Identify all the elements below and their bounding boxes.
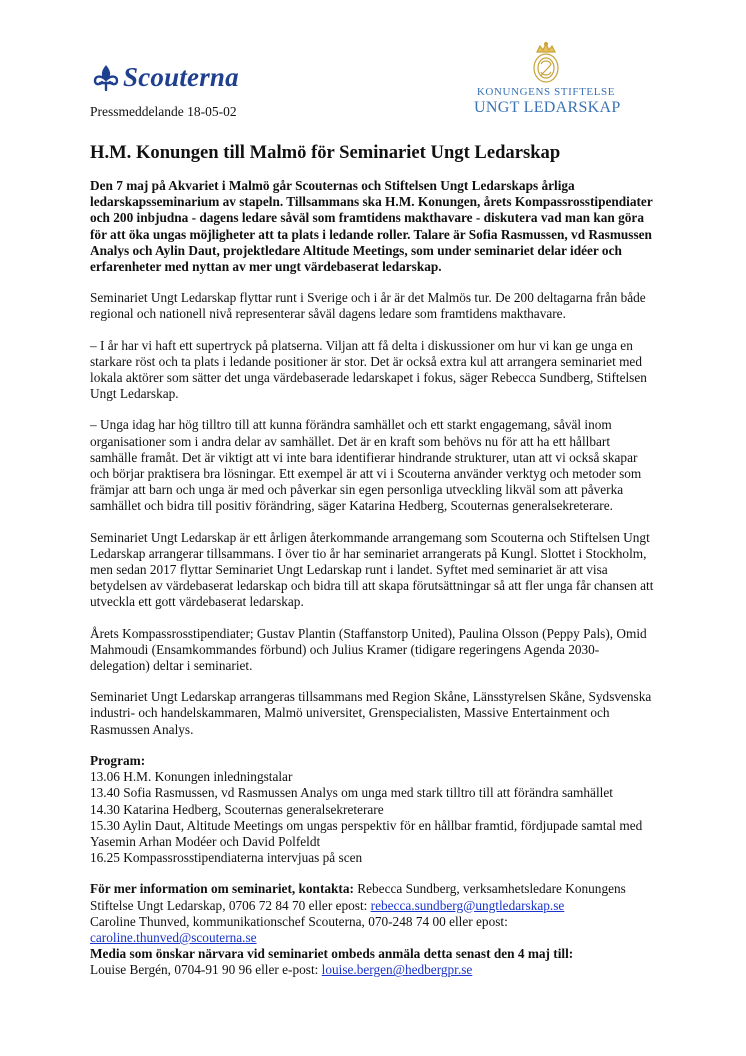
body-paragraph: Seminariet Ungt Ledarskap arrangeras tillsammans med Region Skåne, Länsstyrelsen Skåne, Sydsvenska industri- och handelskammaren, Malmö universitet, Grenspecialisten, Massive Entertainment och Rasmussen Analys.: [90, 689, 652, 737]
contact-label: För mer information om seminariet, kontakta:: [90, 881, 354, 897]
program-item: 14.30 Katarina Hedberg, Scouternas generalsekreterare: [90, 801, 384, 817]
fleur-de-lis-icon: [92, 64, 120, 92]
brand-name: Scouterna: [123, 62, 239, 92]
ungt-ledarskap-logo: [474, 42, 621, 116]
program-item: 13.40 Sofia Rasmussen, vd Rasmussen Analys om unga med stark tilltro till att förändra samhället: [90, 785, 613, 801]
body-paragraph: – I år har vi haft ett supertryck på platserna. Viljan att få delta i diskussioner om hur vi kan ge unga en starkare röst och ta plats i ledande positioner är stor. Det är också extra kul att arrangera seminariet med lokala aktörer som sätter det unga värdebaserade ledarskapet i fokus, säger Rebecca Sundberg, Stiftelsen Ungt Ledarskap.: [90, 337, 647, 402]
media-email-link[interactable]: louise.bergen@hedbergpr.se: [321, 962, 473, 978]
royal-crest-icon: [529, 42, 563, 84]
press-release-date: Pressmeddelande 18-05-02: [90, 104, 237, 119]
contact-info: [90, 881, 656, 978]
program-item: 15.30 Aylin Daut, Altitude Meetings om ungas perspektiv för en hållbar framtid, fördjupade samtal med Yasemin Arhan Modéer och David Polfeldt: [90, 817, 643, 849]
partner-name-line2: UNGT LEDARSKAP: [474, 99, 621, 116]
media-contact-person: Louise Bergén, 0704-91 90 96 eller e-post:: [90, 962, 322, 978]
program-list: [90, 769, 656, 866]
scouterna-logo: [92, 62, 239, 93]
program-heading: Program:: [90, 752, 146, 768]
program-item: 13.06 H.M. Konungen inledningstalar: [90, 769, 293, 785]
media-label: Media som önskar närvara vid seminariet ombeds anmäla detta senast den 4 maj till:: [90, 946, 574, 962]
contact-person: Rebecca Sundberg, verksamhetsledare Konungens Stiftelse Ungt Ledarskap, 0706 72 84 70 eller epost:: [90, 881, 626, 913]
second-contact-person: Caroline Thunved, kommunikationschef Scouterna, 070-248 74 00 eller epost:: [90, 913, 508, 929]
contact-email-link[interactable]: rebecca.sundberg@ungtledarskap.se: [370, 897, 565, 913]
second-contact-email-link[interactable]: caroline.thunved@scouterna.se: [90, 929, 257, 945]
article-body: [90, 142, 656, 979]
body-paragraph: Seminariet Ungt Ledarskap flyttar runt i Sverige och i år är det Malmös tur. De 200 deltagarna från både regional och nationell nivå representerar såväl dagens ledare som framtidens makthavare.: [90, 290, 646, 322]
body-paragraph: – Unga idag har hög tilltro till att kunna förändra samhället och ett starkt engagemang, såväl inom organisationer som i andra delar av samhället. Det är en kraft som behövs nu för att ha ett hållbart samhälle framåt. Det är viktigt att vi inte bara identifierar hindrande strukturer, utan att vi också skapar och börjar praktisera bra lösningar. Ett exempel är att vi i Scouterna använder verktyg och metoder som främjar att barn och unga är med och påverkar sin egen personliga utveckling likväl som att påverka samhället och bidra till positiv förändring, säger Katarina Hedberg, Scouternas generalsekreterare.: [90, 417, 642, 514]
body-paragraph: Seminariet Ungt Ledarskap är ett årligen återkommande arrangemang som Scouterna och Stiftelsen Ungt Ledarskap arrangerar tillsammans. I över tio år har seminariet arrangerats på Kungl. Slottet i Stockholm, men sedan 2017 flyttar Seminariet Ungt Ledarskap runt i landet. Syftet med seminariet är att visa betydelsen av värdebaserat ledarskap och bidra till att skapa förutsättningar så att fler unga får chansen att utveckla ett gott värdebaserat ledarskap.: [90, 529, 654, 610]
lead-paragraph: Den 7 maj på Akvariet i Malmö går Scouternas och Stiftelsen Ungt Ledarskaps årliga ledarskapsseminarium av stapeln. Tillsammans ska H.M. Konungen, årets Kompassrosstipendiater och 200 inbjudna - dagens ledare såväl som framtidens makthavare - diskutera vad man kan göra för att öka ungas möjligheter att ta plats i ledande roller. Talare är Sofia Rasmussen, vd Rasmussen Analys och Aylin Daut, projektledare Altitude Meetings, som under seminariet delar idéer och erfarenheter med nyttan av mer ungt värdebaserat ledarskap.: [90, 178, 653, 275]
program-item: 16.25 Kompassrosstipendiaterna intervjuas på scen: [90, 850, 363, 866]
partner-name-line1: KONUNGENS STIFTELSE: [476, 86, 616, 98]
page-title: H.M. Konungen till Malmö för Seminariet Ungt Ledarskap: [90, 142, 561, 163]
body-paragraph: Årets Kompassrosstipendiater; Gustav Plantin (Staffanstorp United), Paulina Olsson (Peppy Pals), Omid Mahmoudi (Ensamkommandes förbund) och Julius Kramer (tidigare regeringens Agenda 2030-delegation) deltar i seminariet.: [90, 625, 647, 674]
